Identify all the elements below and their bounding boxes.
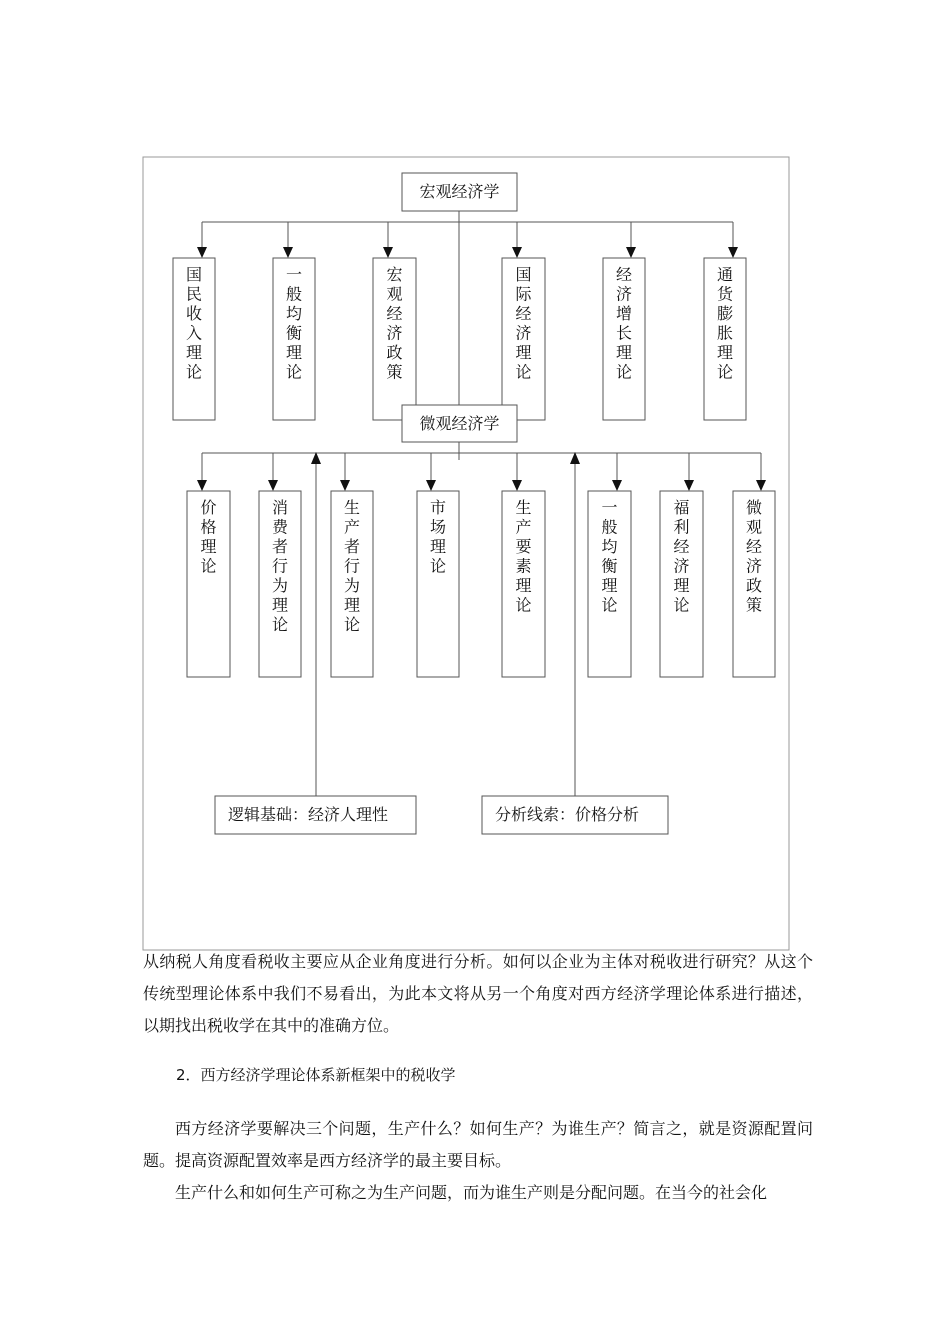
macro-item-arrow [512, 247, 522, 258]
micro-item-box [417, 491, 459, 677]
macro-item-box [502, 258, 545, 420]
logic-basis-box [215, 796, 416, 834]
macro-item-label: 国际经济理论 [515, 265, 532, 382]
micro-item-arrow [426, 480, 436, 491]
micro-item-arrow [612, 480, 622, 491]
micro-item-box [259, 491, 301, 677]
section-heading: 2．西方经济学理论体系新框架中的税收学 [176, 1066, 456, 1084]
micro-item-label: 消费者行为理论 [271, 498, 289, 634]
macro-economics-box [402, 173, 517, 211]
macro-item-label: 一般均衡理论 [285, 265, 303, 382]
up-arrow-logic [311, 452, 321, 464]
micro-economics-title: 微观经济学 [419, 414, 500, 433]
macro-economics-title: 宏观经济学 [419, 182, 500, 201]
macro-item-arrow [197, 247, 207, 258]
macro-item-box [603, 258, 645, 420]
micro-item-arrow [756, 480, 766, 491]
logic-basis-label: 逻辑基础：经济人理性 [228, 805, 389, 824]
macro-item-arrow [728, 247, 738, 258]
micro-item-box [502, 491, 545, 677]
analysis-clue-box [482, 796, 668, 834]
micro-item-box [660, 491, 703, 677]
micro-item-arrow [512, 480, 522, 491]
micro-item-label: 一般均衡理论 [601, 498, 618, 615]
micro-item-arrow [684, 480, 694, 491]
macro-item-label: 宏观经济政策 [386, 265, 403, 382]
micro-economics-box [402, 405, 517, 442]
micro-item-arrow [197, 480, 207, 491]
paragraph-2: 西方经济学要解决三个问题，生产什么？如何生产？为谁生产？简言之，就是资源配置问题。提高资源配置效率是西方经济学的最主要目标。 [143, 1119, 813, 1170]
macro-item-label: 通货膨胀理论 [716, 265, 734, 382]
macro-item-box [704, 258, 746, 420]
up-arrow-analysis [570, 452, 580, 464]
paragraph-1: 从纳税人角度看税收主要应从企业角度进行分析。如何以企业为主体对税收进行研究？从这个传统型理论体系中我们不易看出，为此本文将从另一个角度对西方经济学理论体系进行描述，以期找出税收学在其中的准确方位。 [143, 952, 813, 1035]
micro-item-label: 微观经济政策 [745, 498, 763, 615]
micro-item-box [588, 491, 631, 677]
macro-item-label: 国民收入理论 [185, 265, 203, 382]
micro-item-arrow [340, 480, 350, 491]
macro-item-arrow [383, 247, 393, 258]
micro-item-label: 价格理论 [200, 498, 217, 576]
micro-item-label: 生产者行为理论 [343, 498, 361, 634]
analysis-clue-label: 分析线索：价格分析 [495, 805, 640, 824]
macro-item-arrow [626, 247, 636, 258]
micro-item-box [187, 491, 230, 677]
macro-item-arrow [283, 247, 293, 258]
macro-item-box [173, 258, 215, 420]
micro-item-arrow [268, 480, 278, 491]
macro-item-box [273, 258, 315, 420]
micro-item-box [331, 491, 373, 677]
macro-item-box [373, 258, 416, 420]
paragraph-3: 生产什么和如何生产可称之为生产问题，而为谁生产则是分配问题。在当今的社会化 [175, 1183, 768, 1202]
micro-item-label: 市场理论 [429, 498, 447, 576]
micro-item-label: 生产要素理论 [515, 498, 532, 615]
macro-item-label: 经济增长理论 [615, 265, 633, 382]
micro-item-label: 福利经济理论 [673, 498, 690, 615]
micro-item-box [733, 491, 775, 677]
